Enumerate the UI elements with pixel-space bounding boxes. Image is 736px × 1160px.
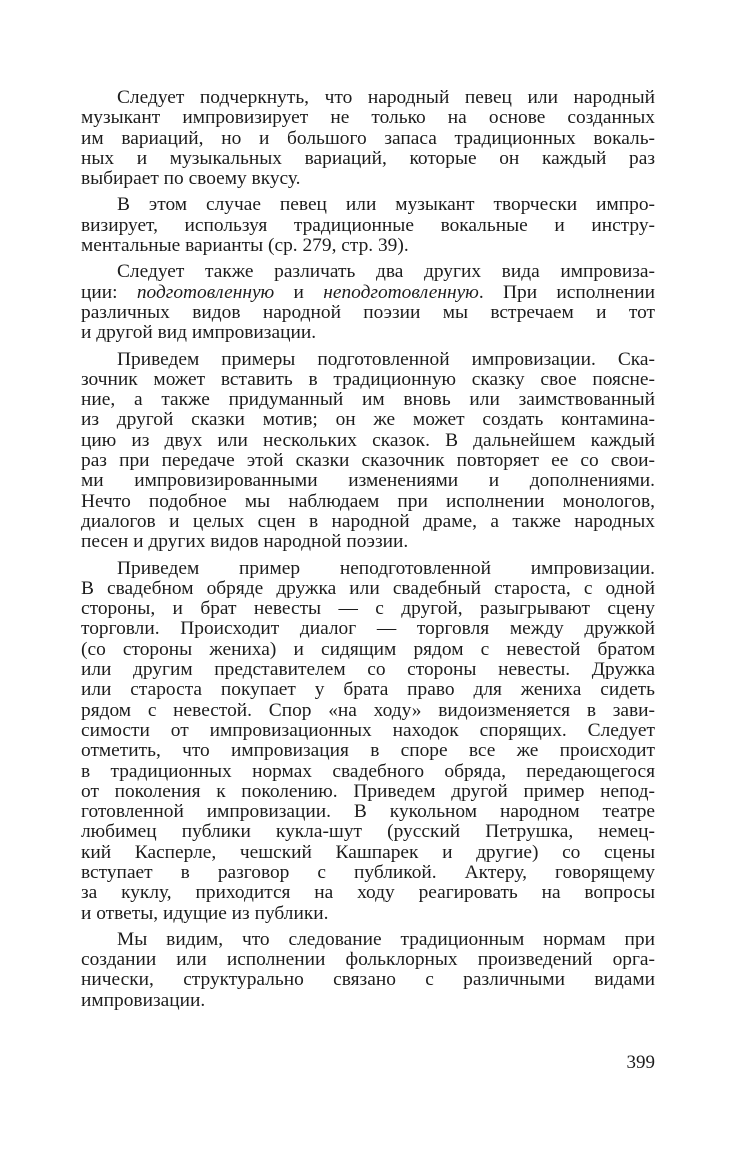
page-body: [81, 88, 655, 1011]
text-line: любимец публики кукла-шут (русский Петрушка, немец-: [81, 821, 655, 843]
text-line: отметить, что импровизация в споре все же происходит: [81, 740, 655, 762]
text-line: кий Касперле, чешский Кашпарек и другие) со сцены: [81, 841, 655, 863]
text-line: из другой сказки мотив; он же может создать контамина-: [81, 409, 655, 431]
text-line: стороны, и брат невесты — с другой, разыгрывают сцену: [81, 598, 655, 620]
text-line: торговли. Происходит диалог — торговля между дружкой: [81, 618, 655, 640]
text-line: Следует подчеркнуть, что народный певец или народный: [117, 87, 655, 108]
text-line: рядом с невестой. Спор «на ходу» видоизменяется в зави-: [81, 699, 655, 721]
text-fragment: ции:: [81, 281, 118, 303]
text-line: диалогов и целых сцен в народной драме, а также народных: [81, 510, 655, 532]
text-line: (со стороны жениха) и сидящим рядом с невестой братом: [81, 638, 655, 660]
text-line: ми импровизированными изменениями и дополнениями.: [81, 470, 655, 492]
text-line: Приведем примеры подготовленной импровизации. Ска-: [117, 348, 655, 370]
paragraph-3: [81, 262, 655, 343]
text-line: или другим представителем со стороны невесты. Дружка: [81, 659, 655, 681]
text-line: музыкант импровизирует не только на основе созданных: [81, 107, 655, 129]
text-line: и другой вид импровизации.: [81, 322, 317, 344]
text-line: зочник может вставить в традиционную сказку свое поясне-: [81, 368, 655, 390]
paragraph-4: [81, 350, 655, 553]
paragraph-1: [81, 88, 655, 189]
text-line: от поколения к поколению. Приведем другой пример непод-: [81, 780, 655, 802]
text-line: за куклу, приходится на ходу реагировать на вопросы: [81, 882, 655, 904]
text-line: в традиционных нормах свадебного обряда, передающегося: [81, 760, 655, 782]
paragraph-2: [81, 195, 655, 256]
page-number: 399: [626, 1052, 655, 1073]
text-line: ментальные варианты (ср. 279, стр. 39).: [81, 235, 409, 257]
text-line: Мы видим, что следование традиционным нормам при: [117, 928, 655, 950]
text-line: Следует также различать два других вида импровиза-: [117, 261, 655, 283]
paragraph-5: [81, 559, 655, 924]
text-line: Приведем пример неподготовленной импровизации.: [117, 557, 655, 579]
paragraph-6: [81, 930, 655, 1011]
text-line: ных и музыкальных вариаций, которые он каждый раз: [81, 147, 655, 169]
text-line: Нечто подобное мы наблюдаем при исполнении монологов,: [81, 490, 655, 512]
text-line: им вариаций, но и большого запаса традиционных вокаль-: [81, 127, 655, 149]
text-line: В свадебном обряде дружка или свадебный староста, с одной: [81, 577, 655, 599]
text-line: ние, а также придуманный им вновь или заимствованный: [81, 389, 655, 411]
text-line-with-emphasis: [81, 283, 655, 303]
text-line: вступает в разговор с публикой. Актеру, говорящему: [81, 861, 655, 883]
text-line: и ответы, идущие из публики.: [81, 902, 329, 924]
text-line: нически, структурально связано с различными видами: [81, 969, 655, 991]
text-line: импровизации.: [81, 989, 206, 1011]
text-line: раз при передаче этой сказки сказочник повторяет ее со свои-: [81, 450, 655, 472]
text-line: выбирает по своему вкусу.: [81, 168, 301, 190]
text-line: различных видов народной поэзии мы встречаем и тот: [81, 301, 655, 323]
text-line: готовленной импровизации. В кукольном народном театре: [81, 801, 655, 823]
text-line: визирует, используя традиционные вокальные и инстру-: [81, 214, 655, 236]
text-fragment: и: [293, 281, 304, 303]
text-line: песен и других видов народной поэзии.: [81, 531, 409, 553]
text-line: или староста покупает у брата право для жениха сидеть: [81, 679, 655, 701]
text-line: создании или исполнении фольклорных произведений орга-: [81, 949, 655, 971]
text-fragment: . При исполнении: [478, 281, 655, 303]
emphasis-term: подготовленную: [136, 281, 275, 303]
text-line: цию из двух или нескольких сказок. В дальнейшем каждый: [81, 429, 655, 451]
text-line: В этом случае певец или музыкант творчески импро-: [117, 194, 655, 216]
text-line: симости от импровизационных находок спорящих. Следует: [81, 719, 655, 741]
emphasis-term: неподготовленную: [323, 281, 479, 303]
